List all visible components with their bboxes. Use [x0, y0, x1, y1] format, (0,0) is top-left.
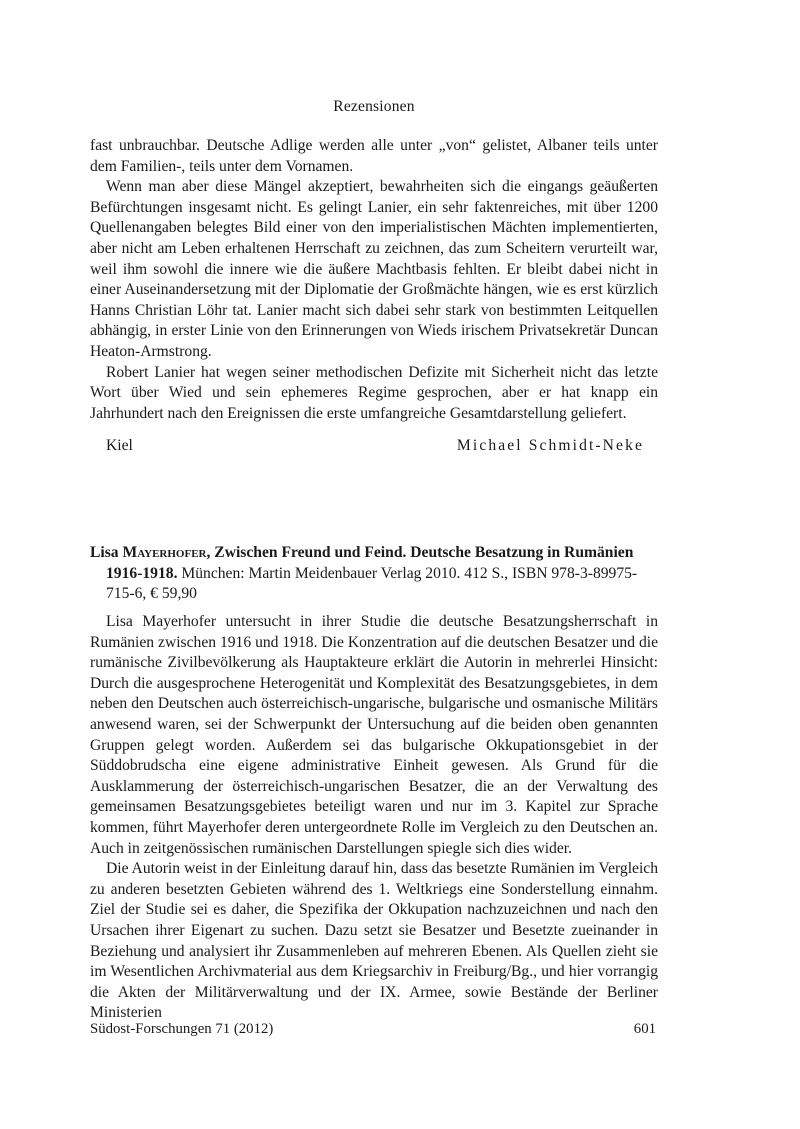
review-continued-text [90, 136, 658, 424]
bib-line-2 [90, 564, 658, 585]
bib-title: , Zwischen Freund und Feind. Deutsche Besatzung in Rumänien [206, 544, 634, 561]
page-number: 601 [633, 1021, 656, 1037]
bib-author-first: Lisa [90, 544, 123, 561]
bib-line-3: 715-6, € 59,90 [106, 585, 197, 603]
paragraph: Die Autorin weist in der Einleitung darauf hin, dass das besetzte Rumänien im Vergleich zu anderen besetzten Gebieten während des 1. Weltkriegs eine Sonderstellung einnahm. Ziel der Studie sei es daher, die Spezifika der Okkupation nachzuzeichnen und nach den Ursachen ihrer Eigenart zu suchen. Dazu setzt sie Besatzer und Besetzte zueinander in Beziehung und analysiert ihr Zusammenleben auf mehreren Ebenen. Als Quellen zieht sie im Wesentlichen Archivmaterial aus dem Kriegsarchiv in Freiburg/Bg., und hier vorrangig die Akten der Militärverwaltung und der IX. Armee, sowie Bestände der Berliner Ministerien [90, 860, 659, 1022]
review-text [90, 612, 658, 1024]
bib-line-1 [90, 543, 658, 564]
bibliographic-entry [90, 543, 658, 605]
paragraph: Lisa Mayerhofer untersucht in ihrer Studie die deutsche Besatzungsherrschaft in Rumänien zwischen 1916 und 1918. Die Konzentration auf die deutschen Besatzer und die rumänische Zivilbevölkerung als Hauptakteure erklärt die Autorin in mehrerlei Hinsicht: Durch die ausgesprochene Heterogenität und Komplexität des Besatzungsgebietes, in dem neben den Deutschen auch österreichisch-ungarische, bulgarische und osmanische Militärs anwesend waren, sei der Schwerpunkt der Untersuchung auf die beiden oben genannten Gruppen gelegt worden. Außerdem sei das bulgarische Okkupationsgebiet in der Süddobrudscha eine eigene administrative Einheit gewesen. Als Grund für die Ausklammerung der österreichisch-ungarischen Besatzer, die an der Verwaltung des gemeinsamen Besatzungsgebietes beteiligt waren und nur im 3. Kapitel zur Sprache kommen, führt Mayerhofer deren untergeordnete Rolle im Vergleich zu den Deutschen an. Auch in zeitgenössischen rumänischen Darstellungen spiegle sich dies wider. [90, 613, 658, 857]
journal-citation: Südost-Forschungen 71 (2012) [90, 1021, 274, 1037]
bib-author-last: Mayerhofer [122, 544, 207, 561]
bib-publisher: München: Martin Meidenbauer Verlag 2010. 412 S., ISBN 978-3-89975- [177, 564, 638, 582]
reviewer-place: Kiel [106, 437, 133, 454]
paragraph: fast unbrauchbar. Deutsche Adlige werden alle unter „von“ gelistet, Albaner teils unter dem Familien-, teils unter dem Vornamen. [90, 137, 658, 175]
paragraph: Wenn man aber diese Mängel akzeptiert, bewahrheiten sich die eingangs geäußerten Befürchtungen insgesamt nicht. Es gelingt Lanier, ein sehr faktenreiches, mit über 1200 Quellenangaben belegtes Bild einer von den imperialistischen Mächten implementierten, aber nicht am Leben erhaltenen Herrschaft zu zeichnen, das zum Scheitern verurteilt war, weil ihm sowohl die innere wie die äußere Machtbasis fehlten. Er bleibt dabei nicht in einer Auseinandersetzung mit der Diplomatie der Großmächte hängen, wie es erst kürzlich Hanns Christian Löhr tat. Lanier macht sich dabei sehr stark von bestimmten Leitquellen abhängig, in erster Linie von den Erinnerungen von Wieds irischem Privatsekretär Duncan Heaton-Armstrong. [90, 178, 658, 360]
reviewer-name: Michael Schmidt-Neke [456, 437, 644, 454]
bib-title-years: 1916-1918. [106, 564, 178, 582]
document-page [90, 0, 658, 1129]
paragraph: Robert Lanier hat wegen seiner methodischen Defizite mit Sicherheit nicht das letzte Wort über Wied und sein ephemeres Regime gesprochen, aber er hat knapp ein Jahrhundert nach den Ereignissen die erste umfangreiche Gesamtdarstellung geliefert. [90, 363, 658, 422]
running-head: Rezensionen [333, 98, 415, 115]
